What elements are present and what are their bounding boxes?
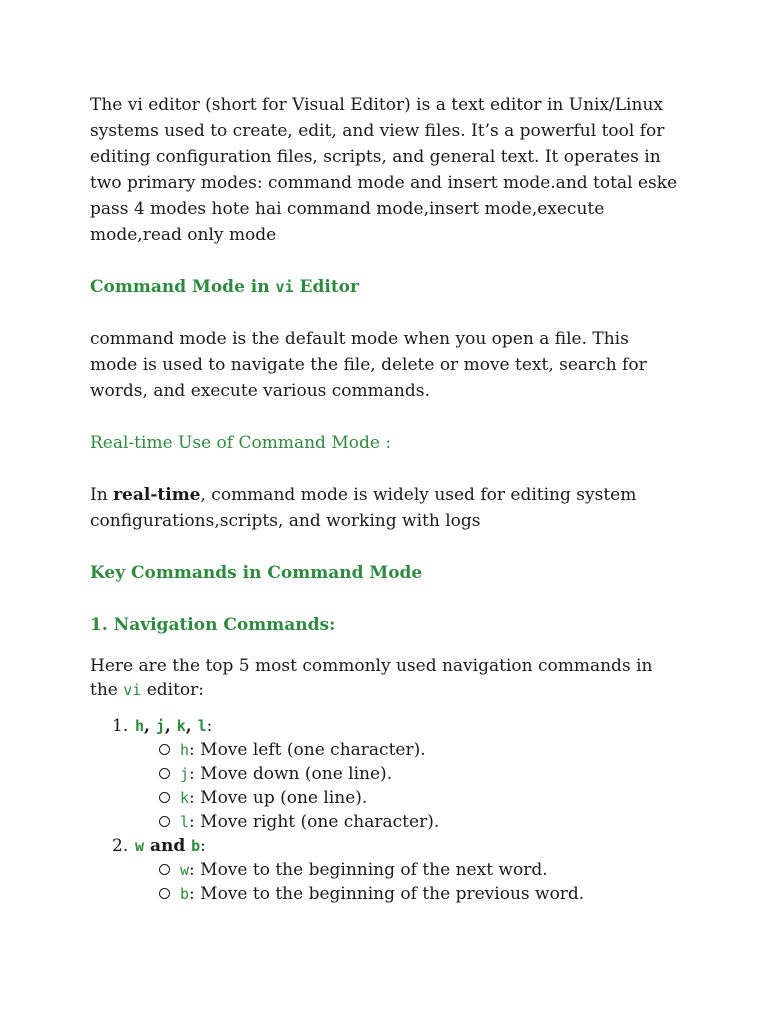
key-suffix: : bbox=[200, 836, 206, 856]
navigation-intro-code: vi bbox=[123, 681, 142, 699]
circle-bullet-icon bbox=[159, 864, 170, 875]
key-separator: , bbox=[185, 716, 198, 736]
list-item bbox=[90, 714, 680, 834]
list-item-number: 1. bbox=[112, 716, 129, 736]
key-description: : Move to the beginning of the next word. bbox=[189, 860, 548, 880]
key-separator: and bbox=[144, 836, 192, 856]
sub-list-item bbox=[135, 738, 680, 762]
key-code: w bbox=[135, 837, 145, 855]
list-item-number: 2. bbox=[112, 836, 129, 856]
key-code: k bbox=[176, 717, 186, 735]
circle-bullet-icon bbox=[159, 792, 170, 803]
key-separator: , bbox=[144, 716, 156, 736]
key-code: b bbox=[180, 885, 190, 903]
key-code: w bbox=[180, 861, 190, 879]
sub-list-item bbox=[135, 786, 680, 810]
circle-bullet-icon bbox=[159, 744, 170, 755]
sub-list-item bbox=[135, 882, 680, 906]
realtime-prefix: In bbox=[90, 485, 114, 505]
key-description: : Move to the beginning of the previous word. bbox=[189, 884, 585, 904]
heading-command-mode-code: vi bbox=[275, 278, 294, 296]
key-code: b bbox=[191, 837, 201, 855]
realtime-rest: , command mode is widely used for editing system configurations,scripts, and working with logs bbox=[90, 485, 637, 531]
realtime-bold: real-time bbox=[113, 485, 201, 505]
circle-bullet-icon bbox=[159, 888, 170, 899]
key-description: : Move down (one line). bbox=[189, 764, 393, 784]
circle-bullet-icon bbox=[159, 768, 170, 779]
navigation-intro-before: Here are the top 5 most commonly used navigation commands in the bbox=[90, 656, 653, 700]
document-page bbox=[90, 92, 680, 906]
key-code: j bbox=[155, 717, 165, 735]
list-item-title bbox=[135, 836, 206, 856]
key-suffix: : bbox=[206, 716, 213, 736]
circle-bullet-icon bbox=[159, 816, 170, 827]
heading-key-commands: Key Commands in Command Mode bbox=[90, 563, 423, 583]
sub-list-item bbox=[135, 762, 680, 786]
list-item-title bbox=[135, 716, 212, 736]
key-code: h bbox=[180, 741, 190, 759]
key-code: l bbox=[197, 717, 207, 735]
list-item bbox=[90, 834, 680, 906]
key-code: l bbox=[180, 813, 190, 831]
command-mode-description: command mode is the default mode when you open a file. This mode is used to navigate the file, delete or move text, search for words, and execute various commands. bbox=[90, 329, 647, 401]
heading-navigation-commands: 1. Navigation Commands: bbox=[90, 615, 336, 635]
key-separator: , bbox=[164, 716, 177, 736]
key-code: j bbox=[180, 765, 190, 783]
sub-list bbox=[135, 738, 680, 834]
navigation-intro bbox=[90, 654, 680, 702]
heading-command-mode-after: Editor bbox=[293, 277, 359, 297]
heading-realtime-use: Real-time Use of Command Mode : bbox=[90, 433, 392, 453]
command-list bbox=[90, 714, 680, 906]
navigation-intro-after: editor: bbox=[141, 680, 205, 700]
intro-paragraph: The vi editor (short for Visual Editor) is a text editor in Unix/Linux systems used to create, edit, and view files. It’s a powerful tool for editing configuration files, scripts, and general text. It operates in two primary modes: command mode and insert mode.and total eske pass 4 modes hote hai command mode,insert mode,execute mode,read only mode bbox=[90, 95, 678, 245]
key-description: : Move up (one line). bbox=[189, 788, 368, 808]
sub-list-item bbox=[135, 810, 680, 834]
heading-command-mode bbox=[90, 274, 680, 300]
heading-command-mode-before: Command Mode in bbox=[90, 277, 276, 297]
realtime-paragraph bbox=[90, 482, 680, 534]
sub-list-item bbox=[135, 858, 680, 882]
key-code: h bbox=[135, 717, 145, 735]
sub-list bbox=[135, 858, 680, 906]
key-description: : Move left (one character). bbox=[189, 740, 426, 760]
key-code: k bbox=[180, 789, 190, 807]
key-description: : Move right (one character). bbox=[189, 812, 440, 832]
